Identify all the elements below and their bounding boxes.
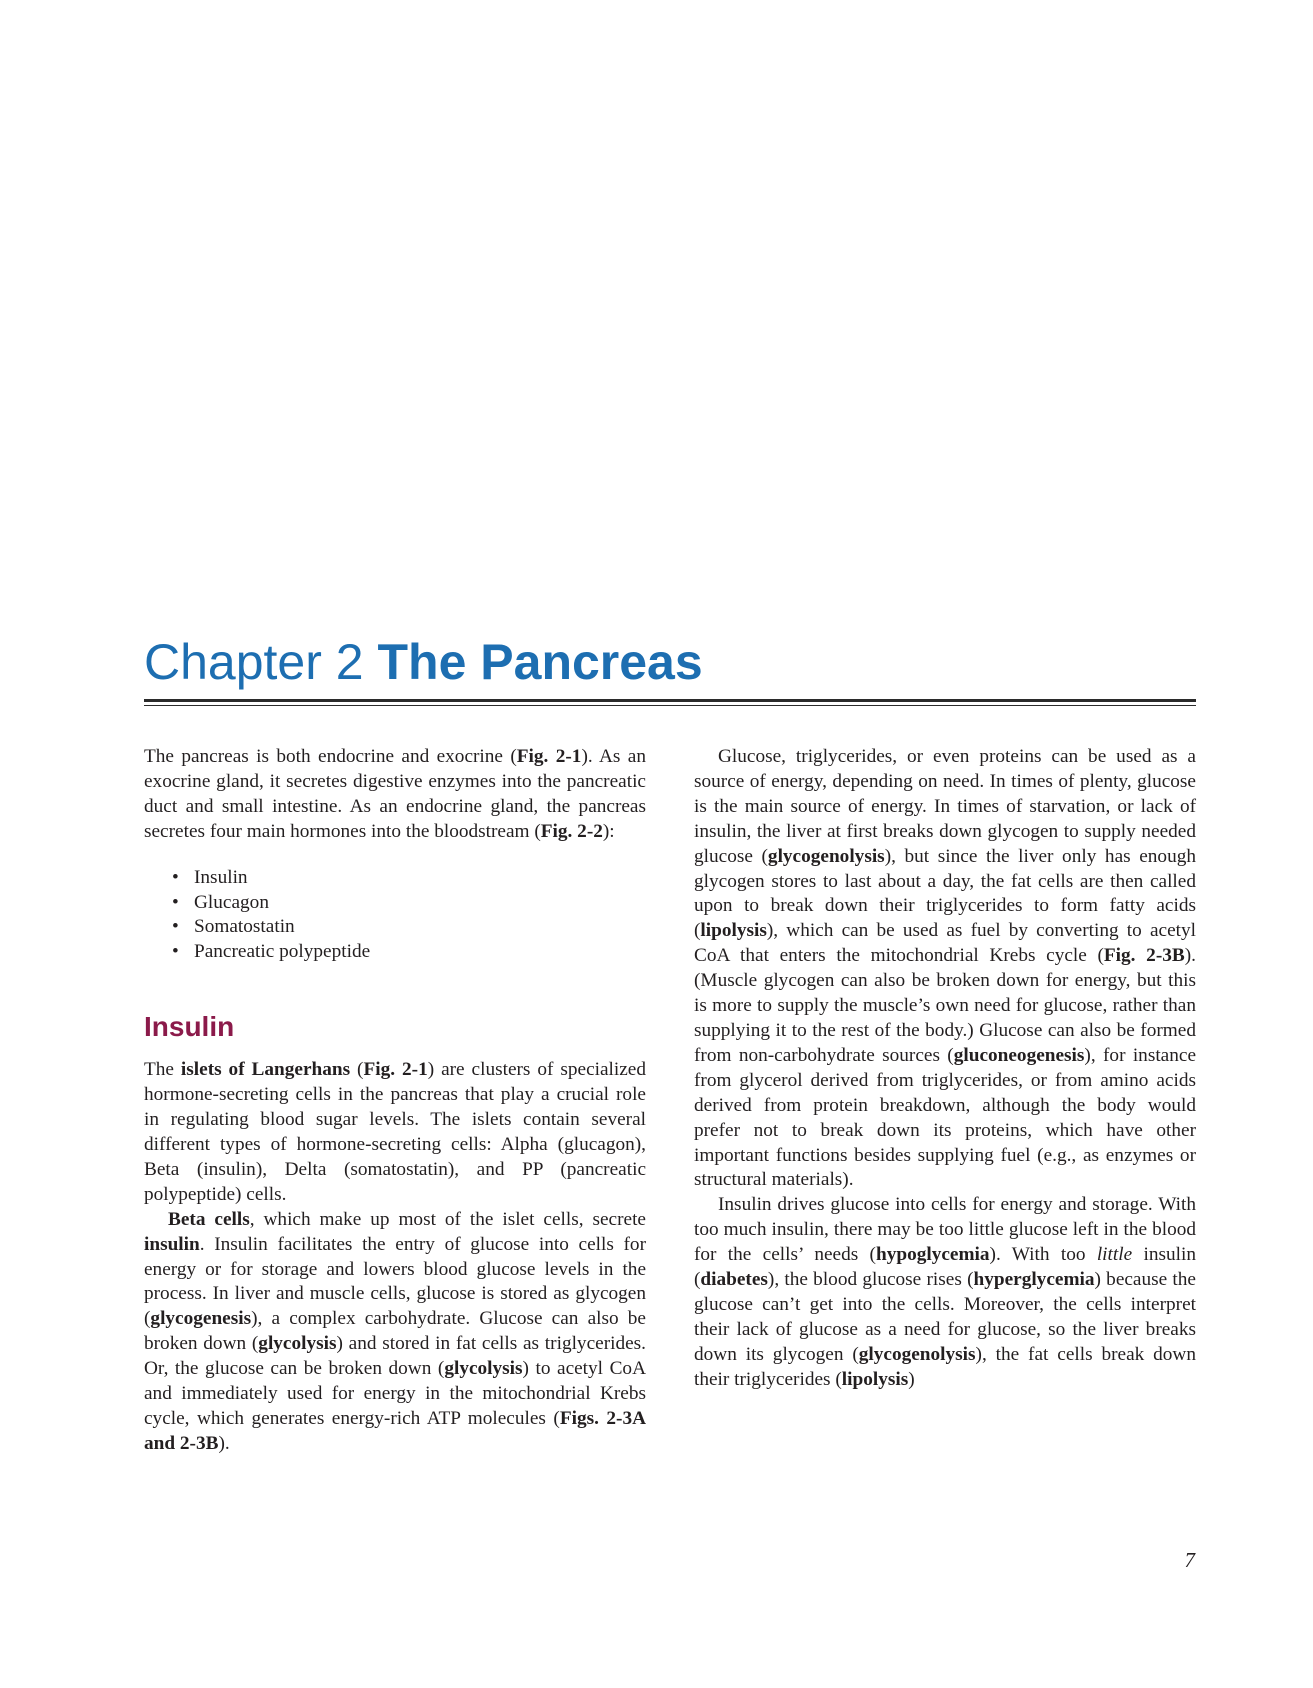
list-item: [144, 891, 646, 916]
text-run: ), the fat cells break down their triglycerides (: [694, 1343, 1196, 1390]
bold-term: glycogenolysis: [767, 845, 885, 867]
bullet-icon: •: [172, 866, 179, 888]
islets-paragraph: [144, 1058, 646, 1207]
text-run: (: [350, 1059, 364, 1081]
text-run: ), a complex carbohydrate. Glucose can also be broken down (: [144, 1308, 646, 1355]
text-run: insulin (: [694, 1244, 1196, 1291]
text-run: ): [908, 1368, 915, 1390]
text-run: The: [144, 1059, 181, 1081]
bold-term: islets of Langerhans: [180, 1059, 351, 1081]
text-run: ), for instance from glycerol derived from triglycerides, or from amino acids derived from protein breakdown, although the body would prefer not to break down its proteins, which have other important functions besides supplying fuel (e.g., as enzymes or structural materials).: [694, 1044, 1196, 1191]
bold-term: Figs. 2-3A and 2-3B: [144, 1407, 647, 1454]
list-item: [144, 940, 646, 965]
page-number: 7: [1184, 1548, 1195, 1572]
text-run: ), the blood glucose rises (: [767, 1269, 974, 1291]
bold-term: Fig. 2-1: [363, 1059, 428, 1081]
list-item-text: Insulin: [194, 866, 248, 888]
bold-term: Beta cells: [168, 1208, 250, 1230]
bold-term: diabetes: [700, 1269, 768, 1291]
beta-cells-paragraph: [144, 1208, 646, 1457]
text-run: Insulin drives glucose into cells for energy and storage. With too much insulin, there may be too little glucose left in the blood for the cells’ needs (: [694, 1194, 1196, 1266]
right-column: [694, 745, 1196, 1393]
chapter-title: [144, 632, 703, 692]
bold-term: glycogenolysis: [858, 1343, 976, 1365]
title-rule-thick: [144, 699, 1196, 702]
italic-term: little: [1096, 1244, 1133, 1266]
text-run: ) because the glucose can’t get into the cells. Moreover, the cells interpret their lack of glucose as a need for glucose, so the liver breaks down its glycogen (: [694, 1269, 1196, 1365]
bold-term: Fig. 2-1: [516, 746, 582, 767]
bold-term: glycogenesis: [150, 1308, 252, 1330]
bullet-icon: •: [172, 941, 179, 963]
text-run: ). As an exocrine gland, it secretes digestive enzymes into the pancreatic duct and small intestine. As an endocrine gland, the pancreas secretes four main hormones into the bloodstream (: [144, 746, 646, 842]
bold-term: insulin: [144, 1233, 200, 1255]
text-run: ) are clusters of specialized hormone-secreting cells in the pancreas that play a crucial role in regulating blood sugar levels. The islets contain several different types of hormone-secreting cells: Alpha (glucagon), Beta (insulin), Delta (somatostatin), and PP (pancreatic polypeptide) cells.: [144, 1059, 647, 1205]
text-run: ) and stored in fat cells as triglycerides. Or, the glucose can be broken down (: [144, 1333, 646, 1380]
text-run: Glucose, triglycerides, or even proteins can be used as a source of energy, depending on need. In times of plenty, glucose is the main source of energy. In times of starvation, or lack of insulin, the liver at first breaks down glycogen to supply needed glucose (: [694, 746, 1196, 867]
text-run: ). With too: [989, 1244, 1097, 1266]
bold-term: lipolysis: [841, 1368, 909, 1390]
bold-term: gluconeogenesis: [953, 1044, 1085, 1066]
list-item-text: Pancreatic polypeptide: [194, 941, 371, 963]
bold-term: hypoglycemia: [875, 1244, 990, 1266]
text-run: ). (Muscle glycogen can also be broken down for energy, but this is more to supply the muscle’s own need for glucose, rather than supplying it to the rest of the body.) Glucose can also be formed from non-carbohydrate sources (: [694, 945, 1196, 1066]
bullet-icon: •: [172, 891, 179, 913]
bold-term: glycolysis: [444, 1358, 523, 1380]
text-run: ) to acetyl CoA and immediately used for energy in the mitochondrial Krebs cycle, which generates energy-rich ATP molecules (: [144, 1358, 646, 1429]
text-run: ), but since the liver only has enough glycogen stores to last about a day, the fat cells are then called upon to break down their triglycerides to form fatty acids (: [694, 845, 1196, 942]
chapter-name: The Pancreas: [377, 634, 703, 690]
hormone-list: [144, 866, 646, 966]
text-run: ).: [218, 1432, 230, 1454]
list-item: [144, 866, 646, 891]
text-run: ):: [602, 820, 615, 842]
list-item-text: Glucagon: [194, 891, 269, 913]
text-run: , which make up most of the islet cells, secrete: [249, 1208, 646, 1230]
list-item: [144, 915, 646, 940]
energy-sources-paragraph: [694, 745, 1196, 1193]
intro-paragraph: [144, 745, 646, 845]
bold-term: lipolysis: [700, 920, 767, 942]
text-run: The pancreas is both endocrine and exocrine (: [144, 746, 517, 767]
bold-term: Fig. 2-3B: [1103, 945, 1185, 967]
bold-term: Fig. 2-2: [540, 820, 603, 842]
text-run: . Insulin facilitates the entry of glucose into cells for energy or for storage and lowers blood glucose levels in the process. In liver and muscle cells, glucose is stored as glycogen (: [144, 1233, 646, 1330]
bold-term: glycolysis: [258, 1333, 337, 1355]
section-heading-insulin: Insulin: [144, 1011, 235, 1043]
bullet-icon: •: [172, 916, 179, 938]
bold-term: hyperglycemia: [973, 1269, 1095, 1291]
title-rule-thin: [144, 705, 1196, 706]
left-column: [144, 745, 646, 1457]
insulin-effects-paragraph: [694, 1193, 1196, 1392]
chapter-label: Chapter 2: [144, 634, 364, 690]
text-run: ), which can be used as fuel by converting to acetyl CoA that enters the mitochondrial Krebs cycle (: [694, 920, 1196, 967]
list-item-text: Somatostatin: [194, 916, 295, 938]
